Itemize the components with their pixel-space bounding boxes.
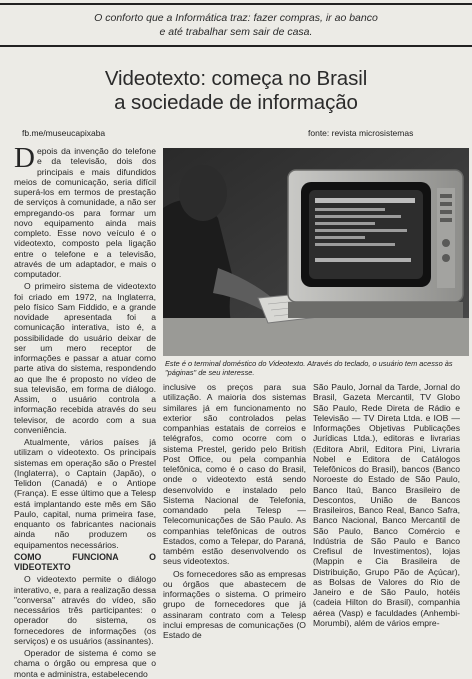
bottom-rule	[0, 45, 472, 47]
paragraph: O primeiro sistema de videotexto foi criado em 1972, na Inglaterra, pelo físico Sam Fiddido, e a grande novidade apresentada foi a comunicação interativa, isto é, a possibilidade do usuário deixar de ser um mero receptor de informações e passar a atuar como parte ativa do sistema, respondendo ao que lhe é proposto no vídeo de sua televisão, em forma de diálogo. Assim, o usuário controla a informação recebida através do seu televisor, de acordo com a sua conveniência.	[14, 281, 156, 435]
videotext-terminal-illustration	[163, 148, 469, 356]
article-headline	[0, 67, 472, 115]
headline-line-2: a sociedade de informação	[114, 91, 358, 114]
paragraph: Atualmente, vários países já utilizam o videotexto. Os principais sistemas em operação são o Prestel (Inglaterra), o Captain (Japão), o Telidon (Canadá) e o Antiope (França). E esse último que a Telesp está implantando este mês em São Paulo, capital, numa primeira fase, enquanto os fabricantes nacionais ainda não produzem os equipamentos necessários.	[14, 437, 156, 550]
paragraph: O videotexto permite o diálogo interativo, e, para a realização dessa "conversa" através do vídeo, são necessários três participantes: o operador do sistema, os fornecedores de informações (os serviços) e os usuários (assinantes).	[14, 574, 156, 646]
headline-line-1: Videotexto: começa no Brasil	[104, 67, 368, 90]
credit-right: fonte: revista microsistemas	[308, 128, 414, 138]
article-column-2	[163, 382, 306, 640]
top-rule	[0, 3, 472, 5]
credit-left: fb.me/museucapixaba	[22, 128, 106, 138]
paragraph: inclusive os preços para sua utilização. A maioria dos sistemas similares já em funcionamento no exterior são controlados pelas companhias estatais de correios e telégrafos, como ocorre com o sistema Prestel, gerido pelo British Post Office, ou pela companhia telefônica, como é o caso do Brasil, onde o videotexto está sendo desenvolvido e instalado pelo Sistema Nacional de Telefonia, comandado pela Telesp — Telecomunicações de São Paulo. As companhias telefônicas de outros Estados, como a Telepar, do Paraná, também estão desenvolvendo os seus videotextos.	[163, 382, 306, 567]
paragraph	[14, 142, 156, 279]
terminal-photo	[163, 148, 469, 356]
paragraph: Operador de sistema é como se chama o órgão ou empresa que o monta e administra, estabelecendo	[14, 648, 156, 679]
paragraph-text: epois da invenção do telefone e da televisão, dois dos principais e mais difundidos meios de comunicação, seria difícil superá-los em termos de prestação de serviços à comunidade, a não ser empregando-os para formar um novo equipamento ainda mais completo. Esse novo veículo é o videotexto, composto pela ligação entre o telefone e a televisão, através de um adaptador, e mais o computador.	[14, 146, 156, 279]
photo-caption: Este é o terminal doméstico do Videotexto. Através do teclado, o usuário tem acesso às "páginas" de seu interesse.	[165, 359, 453, 377]
kicker-line-1: O conforto que a Informática traz: fazer compras, ir ao banco	[94, 12, 378, 24]
article-column-3	[313, 382, 460, 628]
drop-cap: D	[14, 142, 35, 174]
header-band	[0, 0, 472, 48]
paragraph: São Paulo, Jornal da Tarde, Jornal do Brasil, Gazeta Mercantil, TV Globo São Paulo, Rede Direta de Rádio e Televisão — TV Direta Ltda. e IOB — Informações Objetivas Publicações Jurídicas Ltda.), editoras e livrarias (Editora Abril, Editora Pini, Livraria Nobel e Editora de Catálogos Telefônicos do Brasil), bancos (Banco Noroeste do Estado de São Paulo, Banco Itaú, Banco Brasileiro de Descontos, União de Bancos Brasileiros, Banco Real, Banco Safra, Banco Nacional, Banco Mercantil de São Paulo, Banco Comércio e Indústria de São Paulo e Banco Crefisul de Investimentos), lojas (Mappin e Cia Brasileira de Distribuição, Grupo Pão de Açúcar), as Bolsas de Valores do Rio de Janeiro e de São Paulo, hotéis (cadeia Hilton do Brasil), companhia aérea (Vasp) e faculdades (Anhembi-Morumbi), além de vários empre-	[313, 382, 460, 628]
kicker-line-2: e até trabalhar sem sair de casa.	[159, 26, 313, 38]
article-column-1	[14, 142, 156, 679]
paragraph: Os fornecedores são as empresas ou órgãos que abastecem de informações o sistema. O primeiro grupo de fornecedores que já assinaram contrato com a Telesp inclui empresas de comunicações (O Estado de	[163, 568, 306, 640]
section-subhead: COMO FUNCIONA O VIDEOTEXTO	[14, 551, 156, 572]
